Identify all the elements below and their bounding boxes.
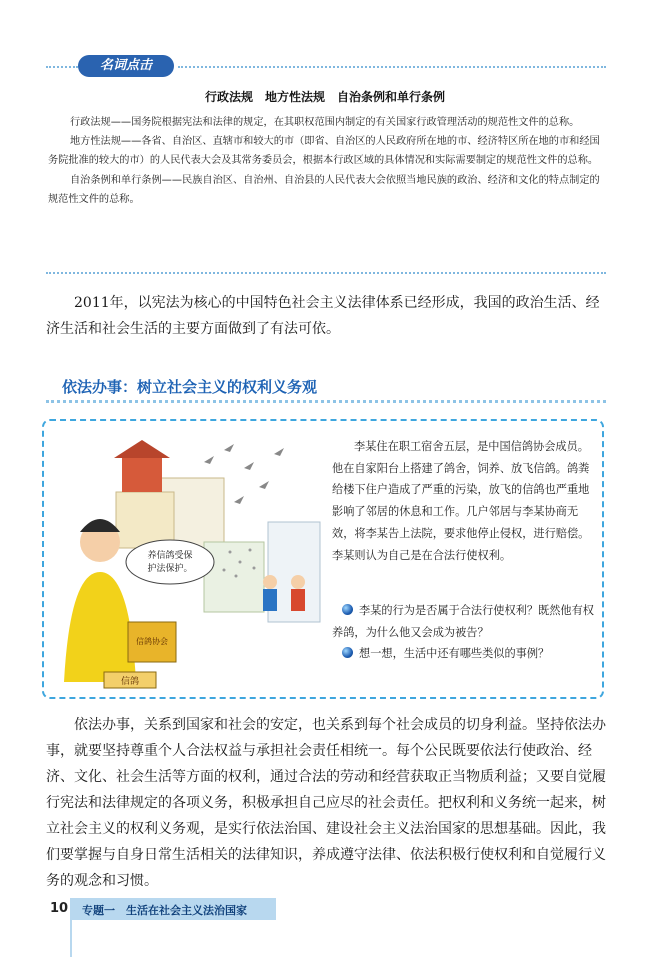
book-label: 信鸽协会: [136, 637, 168, 646]
glossary-entry-autonomous: 自治条例和单行条例——民族自治区、自治州、自治县的人民代表大会依照当地民族的政治、经济和文化的特点制定的规范性文件的总称。: [48, 174, 600, 205]
blue-bullet-icon: [342, 604, 353, 615]
question-1: [332, 600, 600, 643]
certificate-label: 信鸽: [120, 677, 140, 687]
section-title: 依法办事：树立社会主义的权利义务观: [62, 378, 318, 396]
speech-bubble-line2: 护法保护。: [147, 564, 193, 574]
footer-margin-line: [70, 920, 72, 957]
case-study-text: 李某住在职工宿舍五层，是中国信鸽协会成员。他在自家阳台上搭建了鸽舍，饲养、放飞信鸽。鸽粪给楼下住户造成了严重的污染，放飞的信鸽也严重地影响了邻居的休息和工作。几户邻居与李某协商无效，将李某告上法院，要求他停止侵权，进行赔偿。李某则认为自己是在合法行使权利。: [332, 440, 590, 562]
question-2-text: 想一想，生活中还有哪些类似的事例？: [359, 647, 550, 660]
pigeon-illustration: [54, 432, 326, 694]
speech-bubble-line1: 养信鸽受保: [147, 551, 193, 561]
paragraph-legal-system: 2011年，以宪法为核心的中国特色社会主义法律体系已经形成，我国的政治生活、经济生活和社会生活的主要方面做到了有法可依。: [46, 295, 600, 337]
dotted-rule-top-left: [46, 66, 78, 68]
dotted-rule-top-right: [178, 66, 606, 68]
section-underline: [46, 400, 606, 403]
glossary-entry-administrative: 行政法规——国务院根据宪法和法律的规定，在其职权范围内制定的有关国家行政管理活动的规范性文件的总称。: [70, 117, 580, 128]
glossary-tab: 名词点击: [78, 55, 174, 77]
glossary-heading: 行政法规 地方性法规 自治条例和单行条例: [204, 90, 445, 104]
paragraph-rights-duties: 依法办事，关系到国家和社会的安定，也关系到每个社会成员的切身利益。坚持依法办事，就要坚持尊重个人合法权益与承担社会责任相统一。每个公民既要依法行使政治、经济、文化、社会生活等方面的权利，通过合法的劳动和经营获取正当物质利益；又要自觉履行宪法和法律规定的各项义务，积极承担自己应尽的社会责任。把权利和义务统一起来，树立社会主义的权利义务观，是实行依法治国、建设社会主义法治国家的思想基础。因此，我们要掌握与自身日常生活相关的法律知识，养成遵守法律、依法积极行使权利和自觉履行义务的观念和习惯。: [46, 717, 606, 889]
glossary-entries: [48, 113, 606, 209]
glossary-entry-local: 地方性法规——各省、自治区、直辖市和较大的市（即省、自治区的人民政府所在地的市、经济特区所在地的市和经国务院批准的较大的市）的人民代表大会及其常务委员会，根据本行政区域的具体情况和实际需要制定的规范性文件的总称。: [48, 136, 600, 167]
dotted-rule-glossary-bottom: [46, 272, 606, 274]
page-number: 10: [50, 901, 69, 916]
question-1-text: 李某的行为是否属于合法行使权利？既然他有权养鸽，为什么他又会成为被告？: [332, 604, 594, 639]
question-2: [332, 643, 600, 665]
footer-chapter-title: 专题一 生活在社会主义法治国家: [82, 904, 247, 917]
blue-bullet-icon: [342, 647, 353, 658]
